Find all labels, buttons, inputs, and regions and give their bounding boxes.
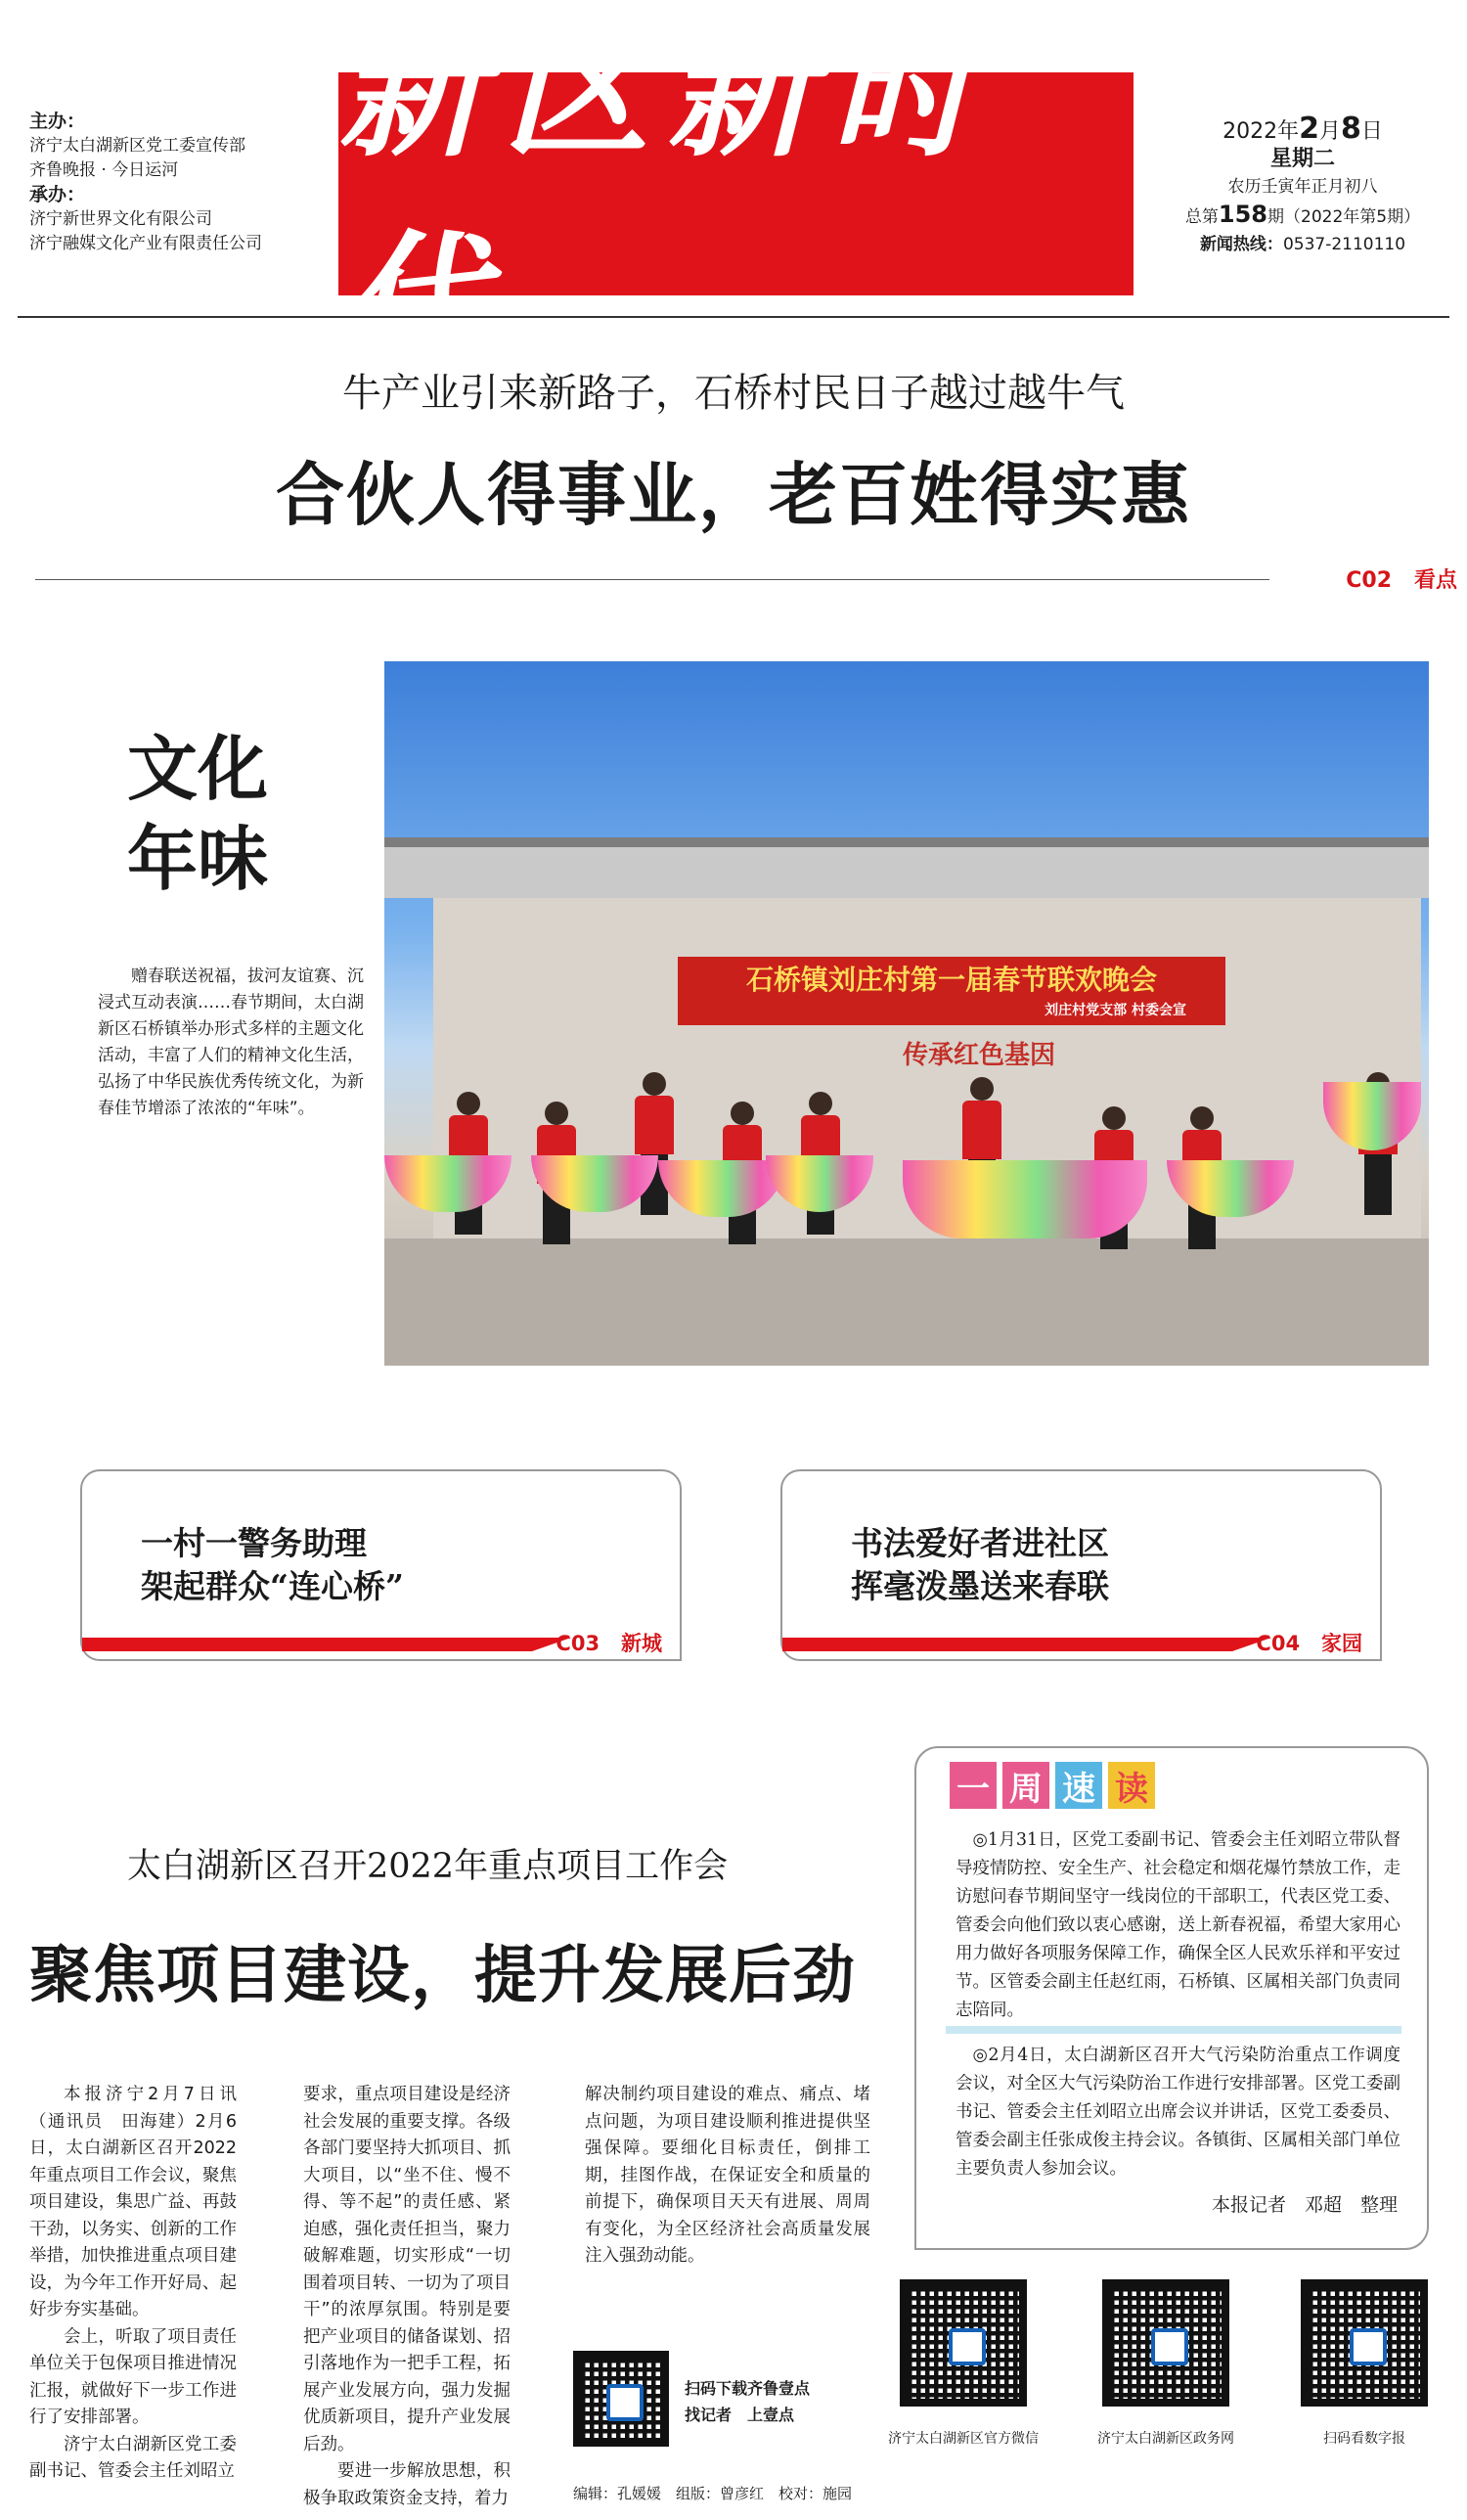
article-paragraph: 解决制约项目建设的难点、痛点、堵点问题，为项目建设顺利推进提供坚强保障。要细化目标责任，倒排工期，挂图作战，在保证安全和质量的前提下，确保项目天天有进展、周周有变化，为全区经济社会高质量发展注入强劲动能。: [585, 2085, 870, 2266]
digital-paper-qr-code[interactable]: [1301, 2279, 1428, 2407]
qilu-download-qr-code[interactable]: [573, 2351, 669, 2447]
teaser-red-bar: [782, 1638, 1271, 1651]
digest-item: ◎2月4日，太白湖新区召开大气污染防治重点工作调度会议，对全区大气污染防治工作进行安排部署。区党工委副书记、管委会主任刘昭立出席会议并讲话，区党工委委员、管委会副主任张成俊主持会议。各镇街、区属相关部门单位主要负责人参加会议。: [956, 2046, 1400, 2179]
sponsor-label: 主办：: [29, 111, 86, 132]
masthead-divider: [18, 316, 1449, 318]
wechat-qr-code[interactable]: [900, 2279, 1027, 2407]
digest-title-char: 一: [950, 1762, 997, 1809]
photo-banner-text: 石桥镇刘庄村第一届春节联欢晚会: [745, 964, 1157, 996]
qr-download-line: 找记者 上壹点: [685, 2406, 795, 2424]
week-digest-title: [950, 1762, 1155, 1813]
article-title[interactable]: 聚焦项目建设，提升发展后劲: [29, 1939, 856, 2012]
issue-suffix: 期（2022年第5期）: [1267, 207, 1421, 227]
weekday: 星期二: [1269, 147, 1335, 171]
date-block: [1156, 112, 1449, 258]
photo-ground: [384, 1238, 1429, 1366]
issue-prefix: 总第: [1184, 207, 1219, 227]
date-month-unit: 月: [1318, 119, 1341, 144]
teaser-headline: 书法爱好者进社区: [851, 1524, 1109, 1562]
sponsor-block: [29, 110, 323, 256]
teaser-box-c03[interactable]: [80, 1469, 682, 1661]
article-paragraph: 会上，听取了项目责任单位关于包保项目推进情况汇报，就做好下一步工作进行了安排部署。: [29, 2326, 237, 2427]
article-paragraph: 要进一步解放思想，积极争取政策资金支持，着力: [303, 2461, 511, 2508]
week-digest-box: [914, 1746, 1429, 2250]
digest-separator: [946, 2026, 1401, 2034]
organizer-line: 济宁融媒文化产业有限责任公司: [29, 234, 262, 253]
article-paragraph: 要求，重点项目建设是经济社会发展的重要支撑。各级各部门要坚持大抓项目、抓大项目，以“坐不住、慢不得、等不起”的责任感、紧迫感，强化责任担当，聚力破解难题，切实形成“一切围着项目转、一切为了项目干”的浓厚氛围。特别是要把产业项目的储备谋划、招引落地作为一把手工程，拓展产业发展方向，强力发掘优质新项目，提升产业发展后劲。: [303, 2085, 511, 2454]
qr-download-line: 扫码下载齐鲁壹点: [685, 2379, 811, 2398]
sponsor-line: 齐鲁晚报 · 今日运河: [29, 160, 179, 180]
digest-title-char: 周: [1002, 1762, 1049, 1809]
lunar-date: 农历壬寅年正月初八: [1227, 177, 1378, 197]
article-column: [303, 2082, 511, 2512]
teaser-section: 家园: [1321, 1632, 1362, 1655]
digest-title-char: 读: [1108, 1762, 1155, 1809]
article-paragraph: 本报济宁2月7日讯（通讯员 田海建）2月6日，太白湖新区召开2022年重点项目工作会议，聚焦项目建设，集思广益、再鼓干劲，以务实、创新的工作举措，加快推进重点项目建设，为今年工作开好局、起好步夯实基础。: [29, 2085, 237, 2319]
page-ref-number: C02: [1346, 568, 1392, 593]
teaser-box-c04[interactable]: [780, 1469, 1382, 1661]
organizer-label: 承办：: [29, 184, 86, 205]
photo-feature-title: [127, 724, 268, 904]
article-paragraph: 济宁太白湖新区党工委副书记、管委会主任刘昭立: [29, 2434, 237, 2481]
lead-story-title[interactable]: 合伙人得事业，老百姓得实惠: [276, 454, 1191, 535]
hotline-number: 0537-2110110: [1282, 235, 1406, 254]
editorial-credits: 编辑：孔媛媛 组版：曾彦红 校对：施园: [573, 2485, 853, 2502]
photo-roof: [384, 837, 1429, 898]
photo-banner-subtext: 刘庄村党支部 村委会宣: [1045, 1003, 1186, 1018]
teaser-page-ref: [1256, 1628, 1362, 1657]
page-ref-section: 看点: [1413, 568, 1457, 593]
sponsor-line: 济宁太白湖新区党工委宣传部: [29, 136, 245, 156]
teaser-page-ref: [556, 1628, 662, 1657]
teaser-headline: 架起群众“连心桥”: [141, 1567, 404, 1605]
digest-signature: 本报记者 邓超 整理: [1211, 2194, 1398, 2216]
hotline-label: 新闻热线：: [1199, 235, 1283, 254]
teaser-headline: 一村一警务助理: [141, 1524, 367, 1562]
digest-item: ◎1月31日，区党工委副书记、管委会主任刘昭立带队督导疫情防控、安全生产、社会稳定和烟花爆竹禁放工作，走访慰问春节期间坚守一线岗位的干部职工，代表区党工委、管委会向他们致以衷心感谢，送上新春祝福，希望大家用心用力做好各项服务保障工作，确保全区人民欢乐祥和平安过节。区管委会副主任赵红雨，石桥镇、区属相关部门负责同志陪同。: [956, 1830, 1400, 2020]
qr-label: 济宁太白湖新区政务网: [1097, 2431, 1234, 2447]
article-column: [29, 2082, 237, 2486]
photo-title-line: 年味: [127, 817, 269, 900]
teaser-headline: 挥毫泼墨送来春联: [851, 1567, 1109, 1605]
photo-banner: [678, 957, 1225, 1025]
article-column: [585, 2082, 870, 2271]
lead-story-subtitle[interactable]: 牛产业引来新路子，石桥村民日子越过越牛气: [342, 371, 1125, 416]
teaser-red-bar: [82, 1638, 571, 1651]
teaser-section: 新城: [621, 1632, 662, 1655]
issue-number: 158: [1218, 201, 1267, 228]
qr-label: 济宁太白湖新区官方微信: [888, 2431, 1039, 2447]
teaser-page-number: C03: [556, 1632, 600, 1655]
lead-story-page-ref[interactable]: [1271, 563, 1457, 594]
newspaper-flag-logo: 新区新时代: [338, 72, 1134, 295]
lead-story-divider: [35, 579, 1269, 580]
festival-dance-photo[interactable]: [384, 661, 1429, 1366]
organizer-line: 济宁新世界文化有限公司: [29, 209, 212, 229]
photo-wall-text: 传承红色基因: [903, 1041, 1056, 1070]
qr-label: 扫码看数字报: [1323, 2431, 1405, 2447]
dance-fan: [903, 1160, 1147, 1238]
gov-site-qr-code[interactable]: [1102, 2279, 1229, 2407]
digest-title-char: 速: [1055, 1762, 1102, 1809]
photo-title-line: 文化: [127, 727, 269, 810]
date-day: 8: [1341, 112, 1361, 146]
date-day-unit: 日: [1360, 119, 1383, 144]
teaser-page-number: C04: [1256, 1632, 1301, 1655]
date-year: 2022年: [1222, 119, 1300, 144]
photo-caption: 赠春联送祝福，拔河友谊赛、沉浸式互动表演……春节期间，太白湖新区石桥镇举办形式多样的主题文化活动，丰富了人们的精神文化生活，弘扬了中华民族优秀传统文化，为新春佳节增添了浓浓的“年味”。: [98, 967, 364, 1118]
article-subtitle[interactable]: 太白湖新区召开2022年重点项目工作会: [127, 1847, 729, 1886]
qr-download-text: [685, 2375, 810, 2428]
date-month: 2: [1299, 112, 1319, 146]
